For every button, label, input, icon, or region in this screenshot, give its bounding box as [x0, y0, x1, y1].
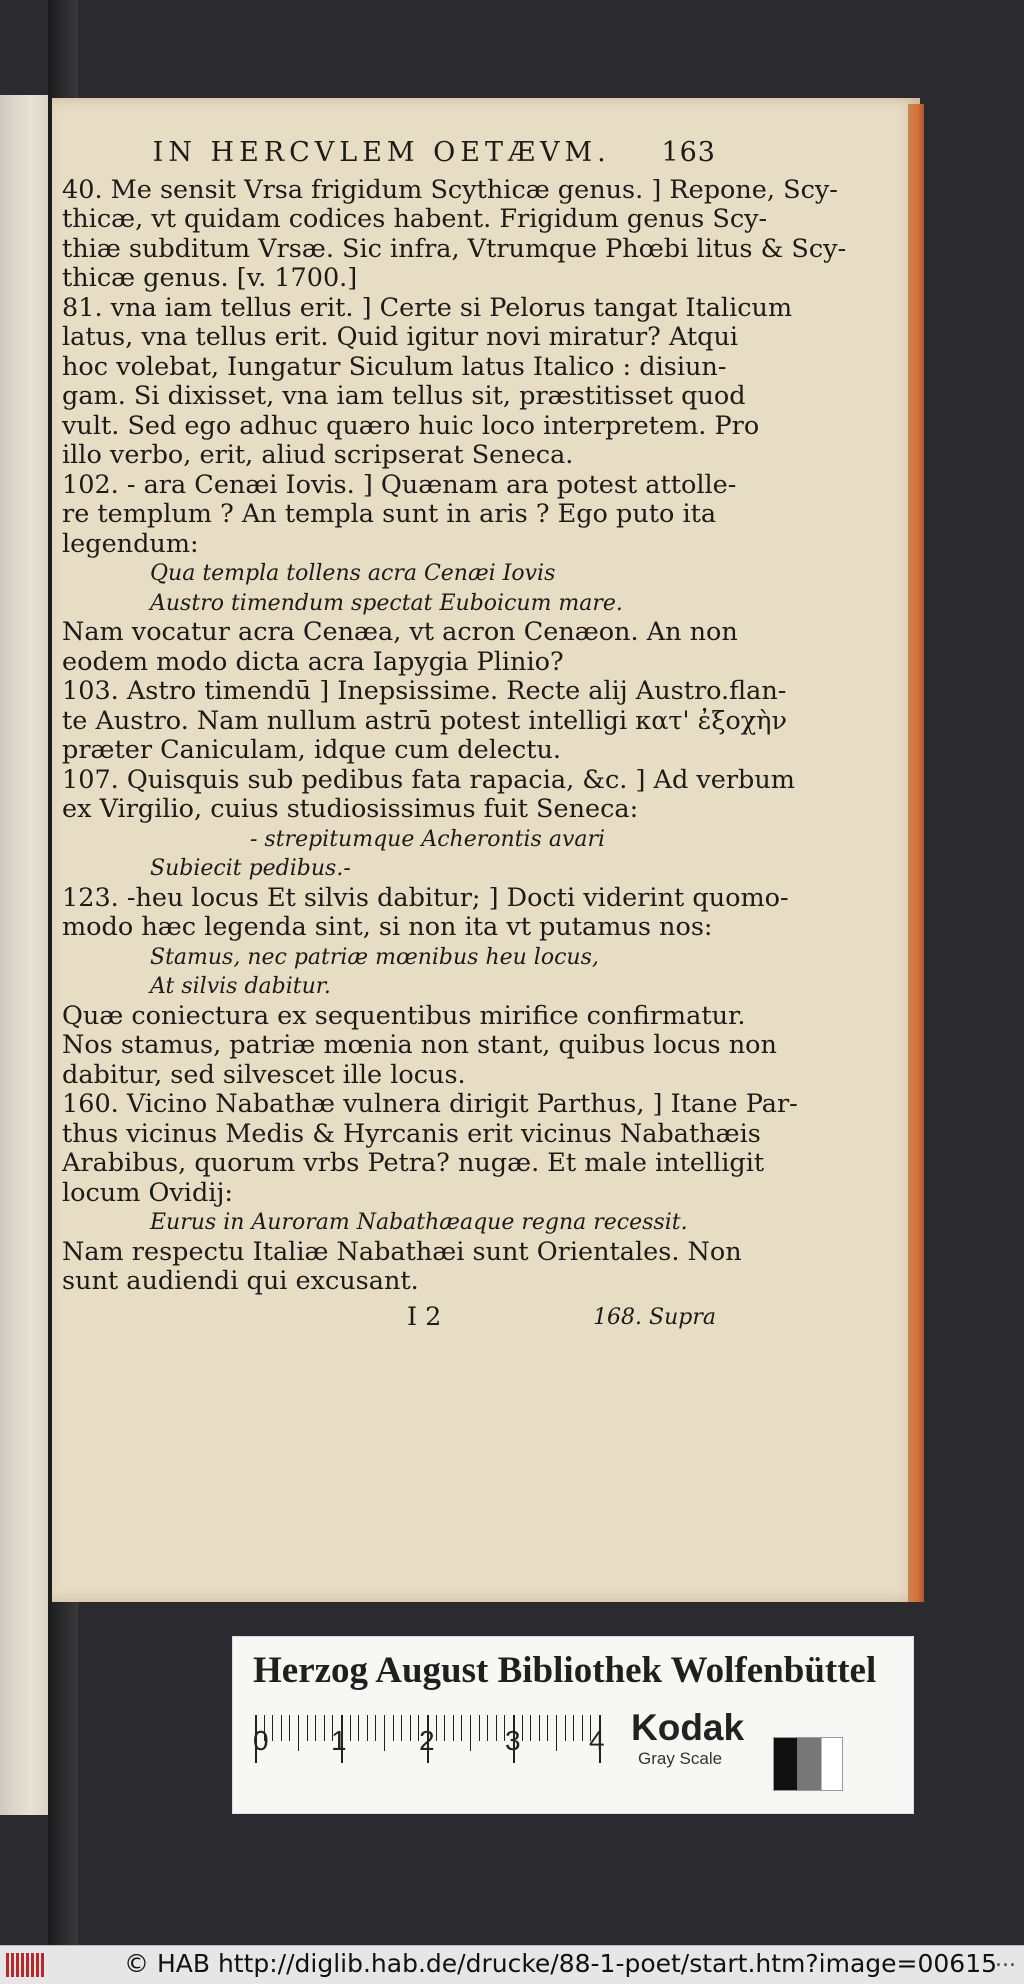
color-calibration-card — [232, 1636, 914, 1814]
scale-tick — [410, 1715, 411, 1741]
text-line: thus vicinus Medis & Hyrcanis erit vicinus Nabathæis — [62, 1118, 761, 1149]
text-line: Nos stamus, patriæ mœnia non stant, quibus locus non — [62, 1030, 777, 1060]
scale-tick — [556, 1715, 557, 1751]
text-line: 102. - ara Cenæi Iovis. ] Quænam ara potest attolle- — [62, 469, 737, 500]
signature-mark: I 2 — [407, 1301, 442, 1332]
scale-tick — [582, 1715, 583, 1741]
scale-tick — [461, 1715, 462, 1741]
scale-tick — [530, 1715, 531, 1741]
text-line: ex Virgilio, cuius studiosissimus fuit Seneca: — [62, 794, 639, 824]
text-line: modo hæc legenda sint, si non ita vt putamus nos: — [62, 912, 713, 942]
text-line: 160. Vicino Nabathæ vulnera dirigit Parthus, ] Itane Par- — [62, 1089, 798, 1119]
hab-logo-icon — [6, 1953, 46, 1977]
scale-label: 2 — [419, 1725, 435, 1756]
scale-label: 1 — [331, 1725, 347, 1756]
scale-tick — [289, 1715, 290, 1741]
running-head — [62, 138, 716, 168]
gray-patch — [773, 1737, 843, 1791]
page-footer — [62, 1303, 716, 1333]
text-line: thiæ subditum Vrsæ. Sic infra, Vtrumque Phœbi litus & Scy- — [62, 233, 847, 264]
text-line: præter Caniculam, idque cum delectu. — [62, 735, 561, 765]
scale-tick — [453, 1715, 454, 1741]
scale-tick — [281, 1715, 282, 1741]
text-line: Nam vocatur acra Cenæa, vt acron Cenæon. An non — [62, 617, 738, 647]
gray-scale-label: Gray Scale — [638, 1749, 723, 1768]
text-line: illo verbo, erit, aliud scripserat Seneca. — [62, 440, 574, 470]
page-edge-red — [908, 104, 924, 1602]
text-line: gam. Si dixisset, vna iam tellus sit, præstitisset quod — [62, 381, 746, 411]
scale-tick — [401, 1715, 402, 1741]
text-line: re templum ? An templa sunt in aris ? Ego puto ita — [62, 499, 717, 529]
text-line: locum Ovidij: — [62, 1177, 233, 1208]
scale-tick — [272, 1715, 273, 1741]
scale-tick — [573, 1715, 574, 1741]
scale-tick — [487, 1715, 488, 1741]
scale-tick — [375, 1715, 376, 1741]
scale-tick — [565, 1715, 566, 1741]
scale-tick — [367, 1715, 368, 1741]
text-line: thicæ genus. [v. 1700.] — [62, 263, 358, 293]
quote-line: Eurus in Auroram Nabathæaque regna recessit. — [150, 1210, 688, 1235]
page-number: 163 — [661, 137, 716, 168]
text-line: dabitur, sed silvescet ille locus. — [62, 1059, 466, 1090]
scale-tick — [522, 1715, 523, 1741]
text-lines — [62, 174, 847, 1297]
page-text — [62, 137, 847, 1333]
quote-line: - strepitumque Acherontis avari — [250, 826, 606, 852]
text-line: Nam respectu Italiæ Nabathæi sunt Orientales. Non — [62, 1236, 742, 1267]
text-line: thicæ, vt quidam codices habent. Frigidum genus Scy- — [62, 204, 768, 234]
scale-label: 3 — [505, 1725, 521, 1756]
text-line: 81. vna iam tellus erit. ] Certe si Pelorus tangat Italicum — [62, 292, 793, 323]
scale-tick — [444, 1715, 445, 1741]
quote-line: Qua templa tollens acra Cenæi Iovis — [150, 561, 556, 586]
scale-tick — [547, 1715, 548, 1741]
scale-tick — [298, 1715, 299, 1751]
scale-tick — [436, 1715, 437, 1741]
text-line: 107. Quisquis sub pedibus fata rapacia, &c. ] Ad verbum — [62, 764, 795, 795]
text-line: Arabibus, quorum vrbs Petra? nugæ. Et male intelligit — [62, 1148, 765, 1178]
running-title: IN HERCVLEM OETÆVM. — [152, 137, 611, 168]
catchword: 168. Supra — [593, 1304, 716, 1330]
text-line: te Austro. Nam nullum astrū potest intelligi κατ' ἐξοχὴν — [62, 705, 787, 736]
quote-line: Subiecit pedibus.- — [150, 856, 351, 881]
library-name: Herzog August Bibliothek Wolfenbüttel — [253, 1650, 877, 1691]
scale-tick — [358, 1715, 359, 1741]
viewer-status-bar — [0, 1945, 1024, 1984]
text-line: eodem modo dicta acra Iapygia Plinio? — [62, 646, 564, 677]
text-line: Quæ coniectura ex sequentibus mirifice confirmatur. — [62, 1000, 746, 1031]
text-line: legendum: — [62, 528, 199, 559]
text-line: 123. -heu locus Et silvis dabitur; ] Docti viderint quomo- — [62, 882, 789, 913]
text-line: 103. Astro timendū ] Inepsissime. Recte alij Austro.flan- — [62, 676, 787, 706]
text-line: hoc volebat, Iungatur Siculum latus Italico : disiun- — [62, 351, 727, 382]
scale-label: 0 — [253, 1725, 269, 1756]
quote-line: At silvis dabitur. — [150, 974, 331, 999]
scale-tick — [496, 1715, 497, 1741]
source-url-link[interactable]: © HAB http://diglib.hab.de/drucke/88-1-poet/start.htm?image=00615 — [124, 1949, 998, 1978]
text-line: vult. Sed ego adhuc quæro huic loco interpretem. Pro — [62, 410, 760, 441]
facing-page-edge — [0, 95, 52, 1815]
scale-label: 4 — [589, 1725, 605, 1756]
scale-tick — [539, 1715, 540, 1741]
text-line: 40. Me sensit Vrsa frigidum Scythicæ genus. ] Repone, Scy- — [62, 174, 838, 205]
text-line: latus, vna tellus erit. Quid igitur novi miratur? Atqui — [62, 322, 739, 352]
scale-tick — [470, 1715, 471, 1751]
scale-tick — [324, 1715, 325, 1741]
scale-tick — [350, 1715, 351, 1741]
scale-tick — [479, 1715, 480, 1741]
ruler-scale — [255, 1715, 615, 1765]
text-line: sunt audiendi qui excusant. — [62, 1266, 419, 1296]
scale-tick — [307, 1715, 308, 1741]
quote-line: Austro timendum spectat Euboicum mare. — [150, 590, 623, 616]
more-options-button[interactable]: ... — [995, 1947, 1016, 1972]
scale-tick — [384, 1715, 385, 1751]
quote-line: Stamus, nec patriæ mœnibus heu locus, — [150, 944, 599, 970]
kodak-logo: Kodak — [631, 1707, 745, 1748]
scale-tick — [315, 1715, 316, 1741]
scale-tick — [393, 1715, 394, 1741]
